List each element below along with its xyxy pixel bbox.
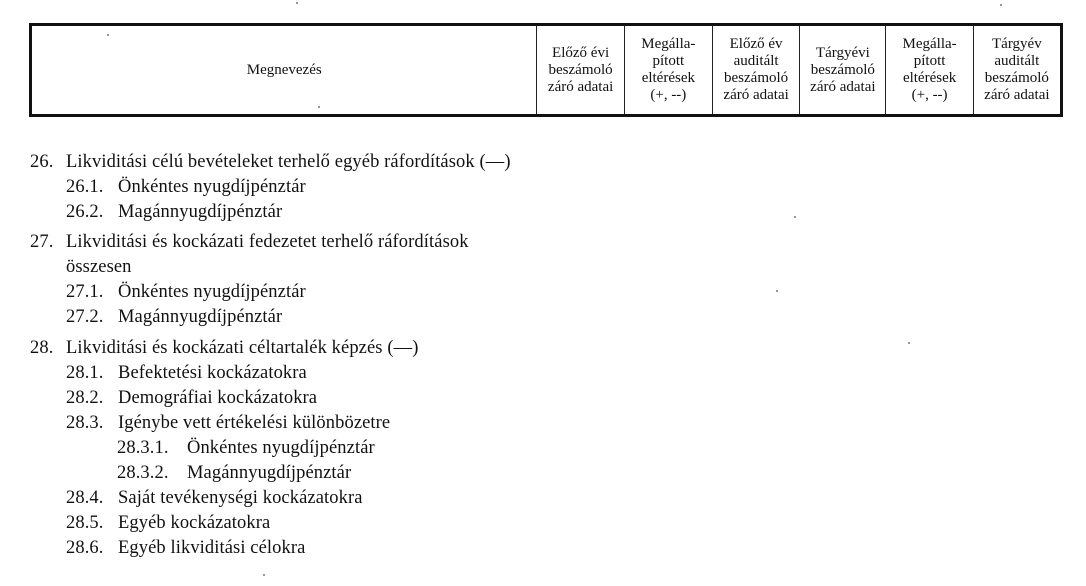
item-number: 28.2. — [66, 388, 104, 408]
scan-speck — [263, 574, 265, 576]
header-col-prev-differences — [624, 25, 712, 116]
item-number: 28.3.2. — [117, 463, 169, 483]
item-label: Likviditási célú bevételeket terhelő egyéb ráfordítások (—) — [66, 152, 511, 172]
header-name-column: Megnevezés — [246, 61, 322, 78]
item-label: Likviditási és kockázati céltartalék képzés (—) — [66, 338, 419, 358]
header-line: Tárgyév — [992, 36, 1042, 52]
header-line: Előző év — [729, 36, 783, 52]
scan-speck — [1000, 4, 1002, 6]
header-line: auditált — [733, 53, 779, 69]
column-header-table — [29, 23, 1063, 117]
item-label: Befektetési kockázatokra — [118, 363, 307, 383]
scan-speck — [107, 34, 109, 36]
header-line: beszámoló — [984, 70, 1049, 86]
item-number: 28.5. — [66, 513, 104, 533]
item-label: Magánnyugdíjpénztár — [118, 307, 283, 327]
header-col-current-differences — [886, 25, 973, 116]
header-line: Tárgyévi — [815, 44, 870, 61]
item-label: Saját tevékenységi kockázatokra — [118, 488, 363, 508]
header-line: záró adatai — [810, 78, 876, 95]
header-line: záró adatai — [547, 78, 614, 95]
header-line: záró adatai — [723, 87, 789, 103]
item-label: Magánnyugdíjpénztár — [118, 202, 283, 222]
header-col-prev-year — [537, 25, 624, 116]
item-label: Likviditási és kockázati fedezetet terhelő ráfordítások — [66, 232, 469, 252]
header-line: (+, --) — [650, 87, 687, 103]
item-label: összesen — [66, 257, 132, 277]
header-col-prev-audited — [712, 25, 799, 116]
item-number: 27. — [30, 232, 54, 252]
item-label: Önkéntes nyugdíjpénztár — [118, 177, 306, 197]
item-number: 26. — [30, 152, 54, 172]
item-number: 28. — [30, 338, 54, 358]
item-number: 28.1. — [66, 363, 104, 383]
header-line: eltérések — [641, 70, 695, 86]
header-line: auditált — [994, 53, 1040, 69]
scan-speck — [908, 342, 910, 344]
header-line: Előző évi — [552, 44, 610, 61]
header-line: pított — [913, 53, 946, 69]
header-line: pított — [652, 53, 685, 69]
item-label: Egyéb kockázatokra — [118, 513, 271, 533]
item-label: Önkéntes nyugdíjpénztár — [118, 282, 306, 302]
item-number: 28.3.1. — [117, 438, 169, 458]
header-line: Megálla- — [902, 36, 957, 52]
item-label: Egyéb likviditási célokra — [118, 538, 306, 558]
scan-speck — [318, 106, 320, 108]
item-number: 26.1. — [66, 177, 104, 197]
header-line: záró adatai — [984, 87, 1050, 103]
header-line: (+, --) — [911, 87, 948, 103]
item-label: Magánnyugdíjpénztár — [187, 463, 352, 483]
header-line: beszámoló — [810, 61, 875, 78]
item-label: Igénybe vett értékelési különbözetre — [118, 413, 391, 433]
scan-speck — [776, 290, 778, 292]
item-label: Demográfiai kockázatokra — [118, 388, 318, 408]
item-number: 27.2. — [66, 307, 104, 327]
item-number: 28.6. — [66, 538, 104, 558]
item-number: 28.3. — [66, 413, 104, 433]
header-col-current-year — [800, 25, 886, 116]
item-number: 26.2. — [66, 202, 104, 222]
scan-speck — [296, 2, 298, 4]
header-line: eltérések — [902, 70, 957, 86]
item-number: 27.1. — [66, 282, 104, 302]
scan-speck — [794, 216, 796, 218]
header-line: beszámoló — [548, 61, 613, 78]
header-col-current-audited — [973, 25, 1061, 116]
item-number: 28.4. — [66, 488, 104, 508]
item-label: Önkéntes nyugdíjpénztár — [187, 438, 375, 458]
header-line: Megálla- — [641, 36, 696, 52]
header-line: beszámoló — [724, 70, 789, 86]
